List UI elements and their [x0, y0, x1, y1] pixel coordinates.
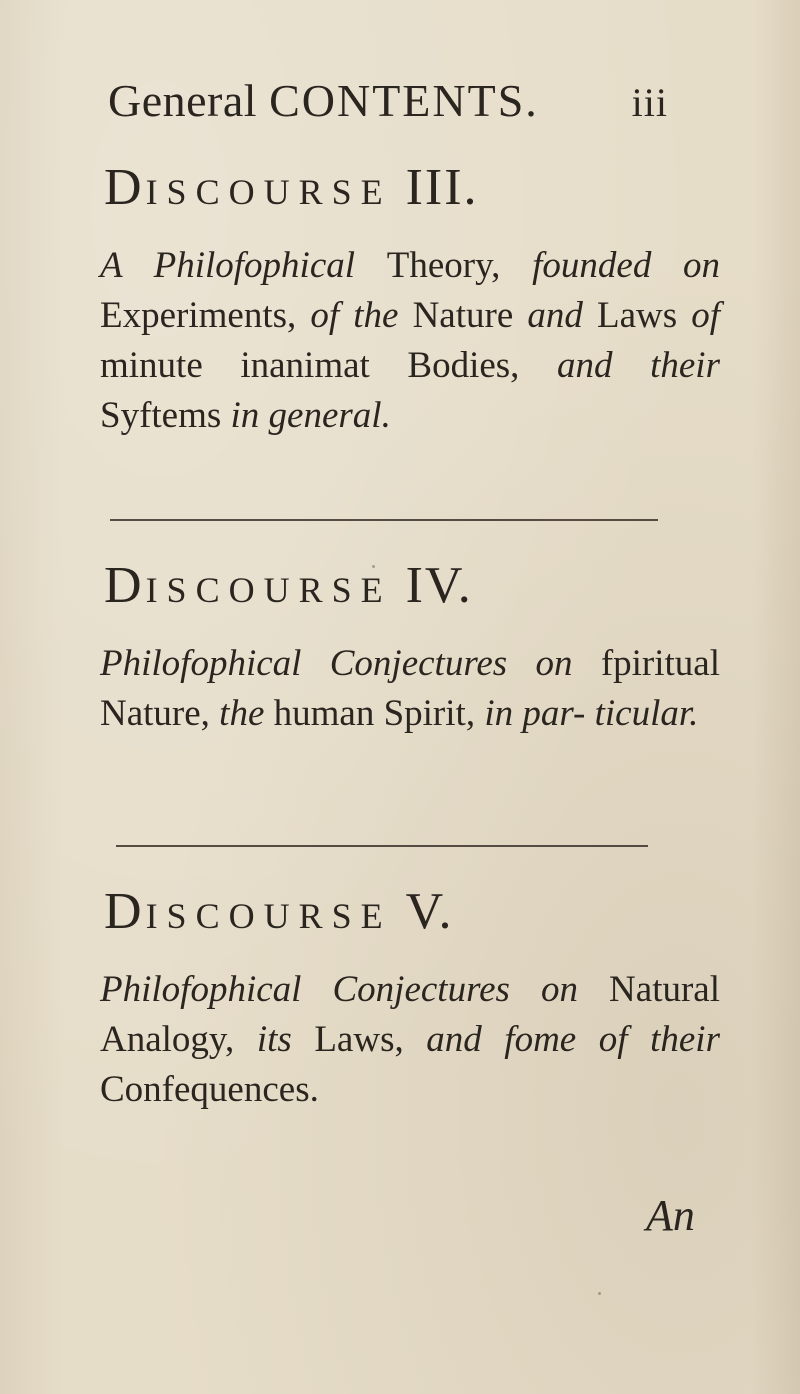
running-title-prefix: General — [108, 75, 258, 126]
discourse-iii — [100, 158, 720, 441]
paper-speck — [372, 565, 375, 568]
text-segment: Philofophical Conjectures on — [100, 643, 601, 684]
text-segment: fpiritual Nature, — [100, 643, 720, 734]
discourse-v — [100, 882, 720, 1115]
discourse-iv-heading — [100, 556, 720, 615]
text-segment: and — [527, 295, 597, 336]
discourse-label-rest: ISCOURSE — [145, 570, 392, 610]
text-segment: in general. — [230, 395, 391, 436]
text-segment: Theory, — [386, 245, 533, 286]
discourse-numeral: III. — [405, 159, 479, 216]
discourse-label-rest: ISCOURSE — [145, 172, 392, 212]
discourse-label-initial: D — [104, 883, 146, 940]
running-title-caps: CONTENTS. — [269, 75, 539, 126]
text-segment: its — [256, 1019, 315, 1060]
text-segment: Laws, — [314, 1019, 427, 1060]
text-segment: of — [691, 295, 720, 336]
discourse-iii-heading — [100, 158, 720, 217]
text-segment: Experiments, — [100, 295, 311, 336]
discourse-numeral: V. — [405, 883, 454, 940]
text-segment: minute inanimat Bodies, — [100, 345, 558, 386]
text-segment: Natural Analogy, — [100, 969, 720, 1060]
running-title — [108, 74, 539, 127]
text-segment: Confequences. — [100, 1069, 319, 1110]
text-segment: A Philofophical — [100, 245, 387, 286]
text-segment: Nature — [412, 295, 528, 336]
text-segment: and their — [557, 345, 720, 386]
text-segment: in par- ticular. — [484, 693, 699, 734]
discourse-iv — [100, 556, 720, 739]
text-segment: and fome of their — [426, 1019, 720, 1060]
discourse-iii-description — [100, 241, 720, 441]
discourse-label-initial: D — [104, 159, 146, 216]
text-segment: Syftems — [100, 395, 231, 436]
catchword: An — [646, 1191, 695, 1240]
discourse-v-heading — [100, 882, 720, 941]
discourse-v-description — [100, 965, 720, 1115]
text-segment: of the — [310, 295, 413, 336]
text-segment: Laws — [596, 295, 692, 336]
text-segment: founded on — [532, 245, 721, 286]
section-divider — [110, 519, 658, 521]
text-segment: Philofophical Conjectures on — [100, 969, 610, 1010]
discourse-label-rest: ISCOURSE — [145, 896, 392, 936]
discourse-label-initial: D — [104, 557, 146, 614]
paper-speck — [598, 1292, 601, 1295]
text-segment: human Spirit, — [273, 693, 485, 734]
page-number: iii — [631, 80, 668, 125]
discourse-numeral: IV. — [405, 557, 473, 614]
running-head — [108, 74, 668, 127]
section-divider — [116, 845, 648, 847]
discourse-iv-description — [100, 639, 720, 739]
text-segment: the — [219, 693, 274, 734]
